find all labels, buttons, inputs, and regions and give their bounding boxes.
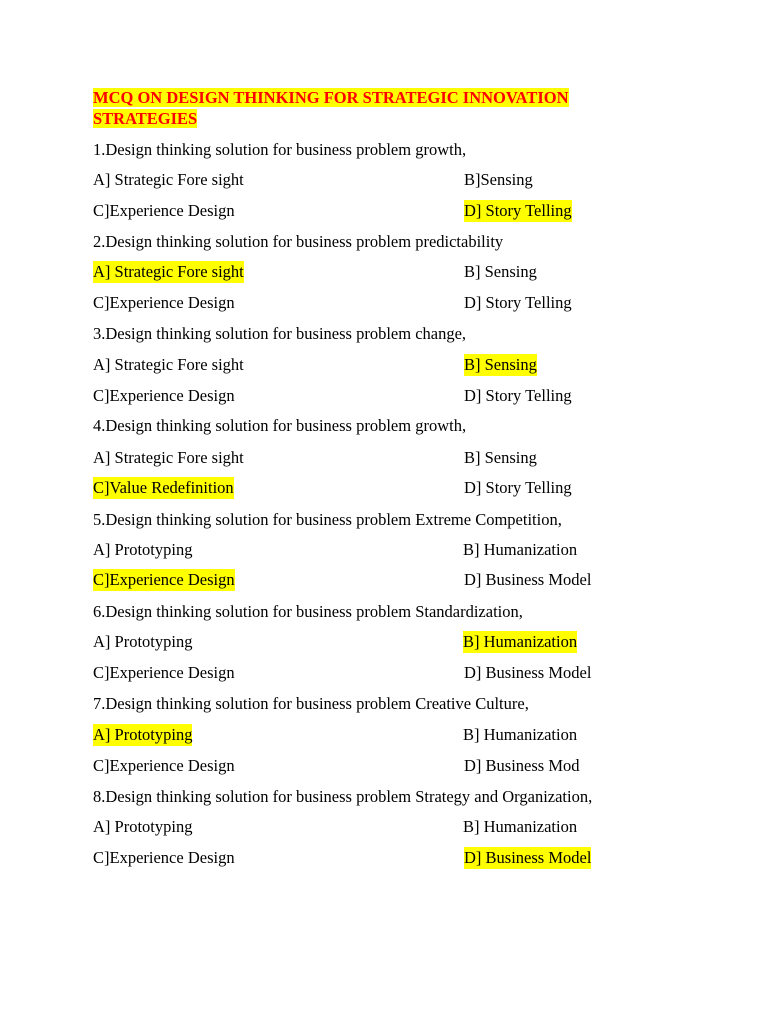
option-a-answer: A] Prototyping	[93, 725, 193, 744]
question-3-options-row-2	[0, 385, 768, 407]
question-text: 7.Design thinking solution for business problem Creative Culture,	[93, 694, 529, 713]
question-text: 8.Design thinking solution for business problem Strategy and Organization,	[93, 787, 593, 806]
question-text: 5.Design thinking solution for business problem Extreme Competition,	[93, 510, 562, 529]
question-text: 1.Design thinking solution for business problem growth,	[93, 140, 467, 159]
question-text: 4.Design thinking solution for business problem growth,	[93, 416, 467, 435]
option-d: D] Business Model	[464, 570, 592, 589]
question-2	[0, 231, 768, 253]
option-b: B]Sensing	[464, 170, 533, 189]
option-c-answer: C]Experience Design	[93, 570, 235, 589]
option-c: C]Experience Design	[93, 663, 235, 682]
option-a: A] Strategic Fore sight	[93, 170, 244, 189]
option-a: A] Prototyping	[93, 540, 193, 559]
option-d: D] Business Mod	[464, 756, 580, 775]
option-a: A] Prototyping	[93, 817, 193, 836]
option-b: B] Sensing	[464, 262, 537, 281]
question-8-options-row-1	[0, 816, 768, 838]
option-b: B] Humanization	[463, 540, 578, 559]
option-d-answer: D] Story Telling	[464, 201, 572, 220]
question-6	[0, 601, 768, 623]
title-line-2: STRATEGIES	[93, 108, 198, 128]
question-text: 3.Design thinking solution for business problem change,	[93, 324, 467, 343]
question-6-options-row-1	[0, 631, 768, 653]
option-d: D] Story Telling	[464, 293, 572, 312]
option-b: B] Humanization	[463, 817, 578, 836]
question-4	[0, 415, 768, 437]
question-text: 2.Design thinking solution for business problem predictability	[93, 232, 504, 251]
question-5-options-row-1	[0, 539, 768, 561]
option-a: A] Strategic Fore sight	[93, 448, 244, 467]
question-2-options-row-2	[0, 292, 768, 314]
option-b: B] Sensing	[464, 448, 537, 467]
question-6-options-row-2	[0, 662, 768, 684]
question-7	[0, 693, 768, 715]
question-5	[0, 509, 768, 531]
document-title	[93, 88, 653, 129]
option-c-answer: C]Value Redefinition	[93, 478, 234, 497]
option-b-answer: B] Humanization	[463, 632, 578, 651]
option-d: D] Story Telling	[464, 386, 572, 405]
option-b: B] Humanization	[463, 725, 578, 744]
question-5-options-row-2	[0, 569, 768, 591]
question-3-options-row-1	[0, 354, 768, 376]
option-c: C]Experience Design	[93, 756, 235, 775]
question-8	[0, 786, 768, 808]
option-c: C]Experience Design	[93, 848, 235, 867]
question-4-options-row-2	[0, 477, 768, 499]
question-1-options-row-1	[0, 169, 768, 191]
title-line-1: MCQ ON DESIGN THINKING FOR STRATEGIC INNOVATION	[93, 88, 569, 107]
question-text: 6.Design thinking solution for business problem Standardization,	[93, 602, 523, 621]
question-2-options-row-1	[0, 261, 768, 283]
question-7-options-row-2	[0, 755, 768, 777]
question-7-options-row-1	[0, 724, 768, 746]
question-3	[0, 323, 768, 345]
option-a: A] Strategic Fore sight	[93, 355, 244, 374]
option-b-answer: B] Sensing	[464, 355, 537, 374]
option-d: D] Business Model	[464, 663, 592, 682]
option-d-answer: D] Business Model	[464, 848, 592, 867]
option-d: D] Story Telling	[464, 478, 572, 497]
question-4-options-row-1	[0, 447, 768, 469]
question-1	[0, 139, 768, 161]
option-a: A] Prototyping	[93, 632, 193, 651]
question-8-options-row-2	[0, 847, 768, 869]
option-a-answer: A] Strategic Fore sight	[93, 262, 244, 281]
option-c: C]Experience Design	[93, 201, 235, 220]
question-1-options-row-2	[0, 200, 768, 222]
option-c: C]Experience Design	[93, 386, 235, 405]
option-c: C]Experience Design	[93, 293, 235, 312]
